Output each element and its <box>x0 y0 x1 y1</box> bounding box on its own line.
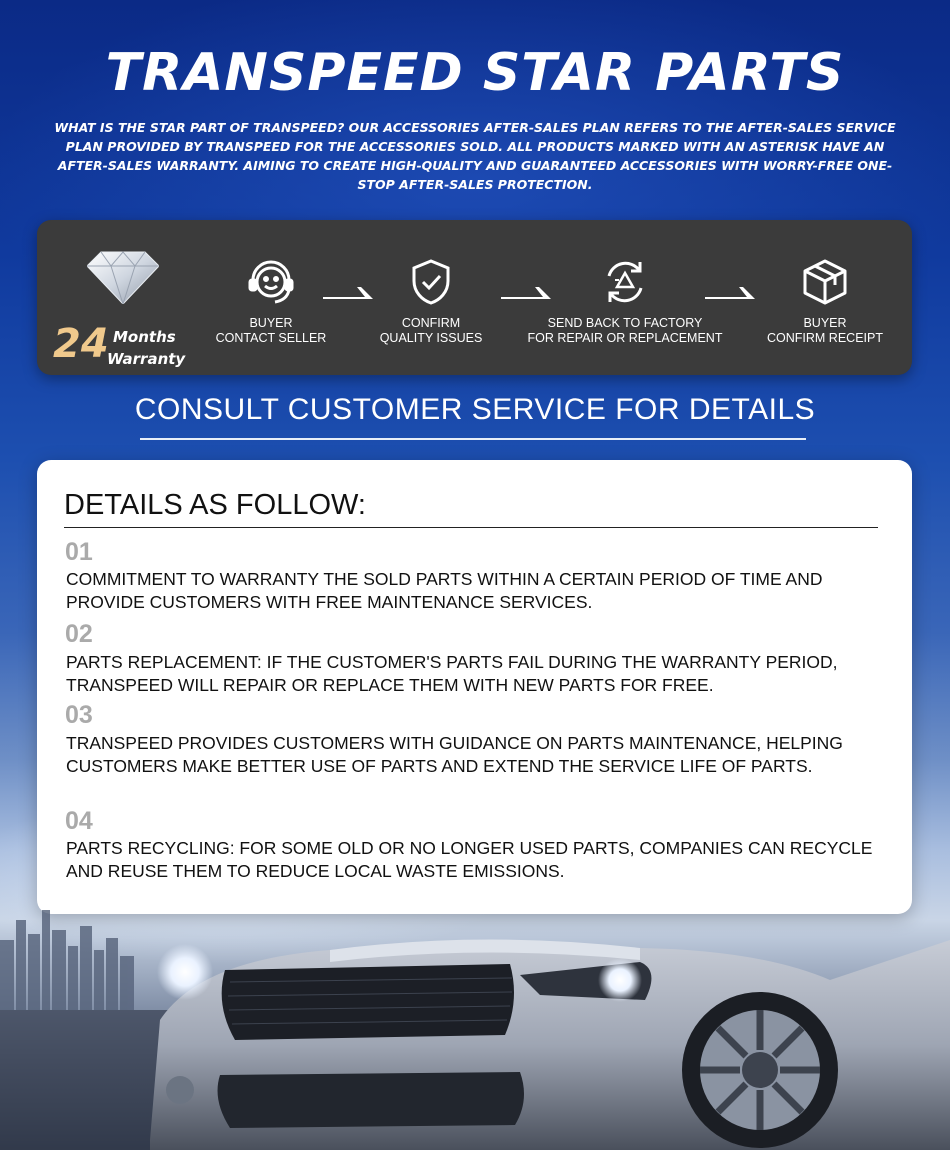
list-item <box>66 651 886 697</box>
item-number: 03 <box>65 701 93 729</box>
item-text-line: TRANSPEED WILL REPAIR OR REPLACE THEM WITH NEW PARTS FOR FREE. <box>66 675 714 695</box>
step-confirm-receipt <box>764 256 886 346</box>
step-contact-seller <box>215 256 327 346</box>
divider <box>64 527 878 528</box>
item-number: 02 <box>65 620 93 648</box>
step-line2: CONTACT SELLER <box>215 331 327 345</box>
item-text-line: PARTS REPLACEMENT: IF THE CUSTOMER'S PARTS FAIL DURING THE WARRANTY PERIOD, <box>66 652 838 672</box>
item-text-line: PROVIDE CUSTOMERS WITH FREE MAINTENANCE SERVICES. <box>66 592 593 612</box>
divider <box>140 438 806 440</box>
step-line1: BUYER <box>803 316 847 330</box>
warranty-label: Warranty <box>107 350 186 368</box>
step-line2: FOR REPAIR OR REPLACEMENT <box>527 331 723 345</box>
headset-icon <box>245 256 297 308</box>
item-text-line: PARTS RECYCLING: FOR SOME OLD OR NO LONGER USED PARTS, COMPANIES CAN RECYCLE <box>66 838 873 858</box>
arrow-icon <box>705 284 757 300</box>
step-confirm-quality <box>375 256 487 346</box>
diamond-icon <box>87 248 159 304</box>
step-line1: BUYER <box>249 316 293 330</box>
item-number: 01 <box>65 538 93 566</box>
box-icon <box>799 256 851 308</box>
list-item <box>66 837 886 883</box>
list-item <box>66 732 886 778</box>
step-line1: CONFIRM <box>401 316 461 330</box>
page-title: TRANSPEED STAR PARTS <box>105 43 845 103</box>
consult-heading: CONSULT CUSTOMER SERVICE FOR DETAILS <box>134 393 816 426</box>
step-line1: SEND BACK TO FACTORY <box>547 316 703 330</box>
arrow-icon <box>323 284 375 300</box>
details-title: DETAILS AS FOLLOW: <box>64 489 366 521</box>
shield-check-icon <box>405 256 457 308</box>
warranty-badge <box>53 240 186 368</box>
item-text-line: CUSTOMERS MAKE BETTER USE OF PARTS AND EXTEND THE SERVICE LIFE OF PARTS. <box>66 756 813 776</box>
warranty-number: 24 <box>53 321 109 367</box>
item-text-line: COMMITMENT TO WARRANTY THE SOLD PARTS WITHIN A CERTAIN PERIOD OF TIME AND <box>66 569 823 589</box>
step-send-back-factory <box>527 256 723 346</box>
details-card <box>37 460 912 914</box>
recycle-icon <box>599 256 651 308</box>
item-number: 04 <box>65 807 93 835</box>
car-image <box>0 900 950 1150</box>
item-text-line: TRANSPEED PROVIDES CUSTOMERS WITH GUIDANCE ON PARTS MAINTENANCE, HELPING <box>66 733 843 753</box>
step-line2: CONFIRM RECEIPT <box>767 331 883 345</box>
warranty-months-label: Months <box>113 328 176 346</box>
after-sales-process-panel <box>37 220 912 375</box>
item-text-line: AND REUSE THEM TO REDUCE LOCAL WASTE EMISSIONS. <box>66 861 565 881</box>
list-item <box>66 568 886 614</box>
step-line2: QUALITY ISSUES <box>379 331 483 345</box>
intro-text: WHAT IS THE STAR PART OF TRANSPEED? OUR ACCESSORIES AFTER-SALES PLAN REFERS TO THE AFTER-SALES SERVICE PLAN PROVIDED BY TRANSPEED FOR THE ACCESSORIES SOLD. ALL PRODUCTS MARKED WITH AN ASTERISK HAVE AN AFTER-SALES WARRANTY. AIMING TO CREATE HIGH-QUALITY AND GUARANTEED ACCESSORIES WITH WORRY-FREE ONE-STOP AFTER-SALES PROTECTION. <box>54 120 896 192</box>
